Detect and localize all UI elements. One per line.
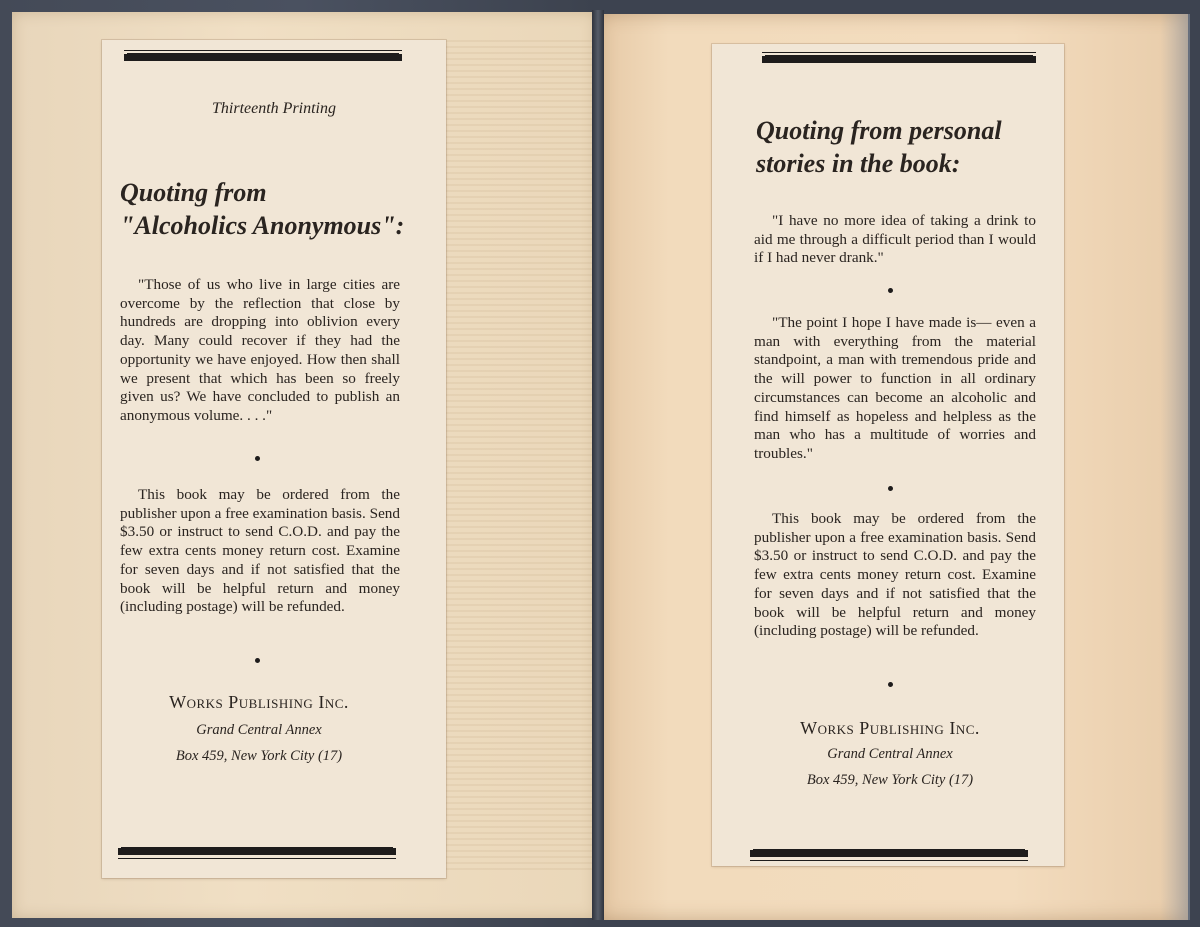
order-text: This book may be ordered from the publisher upon a free examination basis. Send $3.50 or instruct to send C.O.D. and pay the few extra cents money return cost. Examine for seven days and if not satisfied that the book will be helpful return and money (including postage) will be refunded.	[754, 510, 1036, 640]
right-clipping	[712, 44, 1064, 866]
book-quote: "Those of us who live in large cities are overcome by the reflection that close by hundreds are dropping into oblivion every day. Many could recover if they had the opportunity we have enjoyed. How then shall we present that which has been so freely given us? We have concluded to publish an anonymous volume. . . ."	[120, 276, 400, 424]
publisher-name: Works Publishing Inc.	[169, 692, 349, 712]
order-text: This book may be ordered from the publisher upon a free examination basis. Send $3.50 or instruct to send C.O.D. and pay the few extra cents money return cost. Examine for seven days and if not satisfied that the book will be helpful return and money (including postage) will be refunded.	[120, 486, 400, 616]
address-line-1: Grand Central Annex	[196, 722, 322, 738]
left-clipping	[102, 40, 446, 878]
book-gutter	[592, 10, 604, 920]
separator-dot	[888, 486, 893, 491]
heading-line-1: Quoting from	[120, 178, 267, 207]
top-rule	[124, 54, 402, 61]
story-quote-1: "I have no more idea of taking a drink to aid me through a difficult period than I would if I had never drank."	[754, 212, 1036, 267]
heading-line-2: "Alcoholics Anonymous":	[120, 211, 405, 240]
address-line-1: Grand Central Annex	[827, 746, 953, 762]
story-quote-2: "The point I hope I have made is— even a man with everything from the material standpoint, a man with tremendous pride and the will power to function in all ordinary circumstances can become an alcoholic and find himself as hopeless and helpless as the man who has a multitude of worries and troubles."	[754, 314, 1036, 462]
address-line-2: Box 459, New York City (17)	[175, 748, 343, 764]
right-page-edge	[1160, 14, 1190, 920]
bottom-rule	[118, 848, 396, 855]
top-rule	[762, 56, 1036, 63]
heading-line-2: stories in the book:	[756, 149, 961, 178]
separator-dot	[255, 456, 260, 461]
separator-dot	[888, 682, 893, 687]
offset-print-strip	[446, 40, 594, 870]
publisher-name: Works Publishing Inc.	[800, 718, 980, 738]
separator-dot	[888, 288, 893, 293]
printing-note: Thirteenth Printing	[212, 100, 336, 117]
heading	[120, 176, 440, 242]
separator-dot	[255, 658, 260, 663]
heading-line-1: Quoting from personal	[756, 116, 1002, 145]
bottom-rule	[750, 850, 1028, 857]
address-line-2: Box 459, New York City (17)	[806, 772, 974, 788]
heading	[756, 114, 1056, 180]
